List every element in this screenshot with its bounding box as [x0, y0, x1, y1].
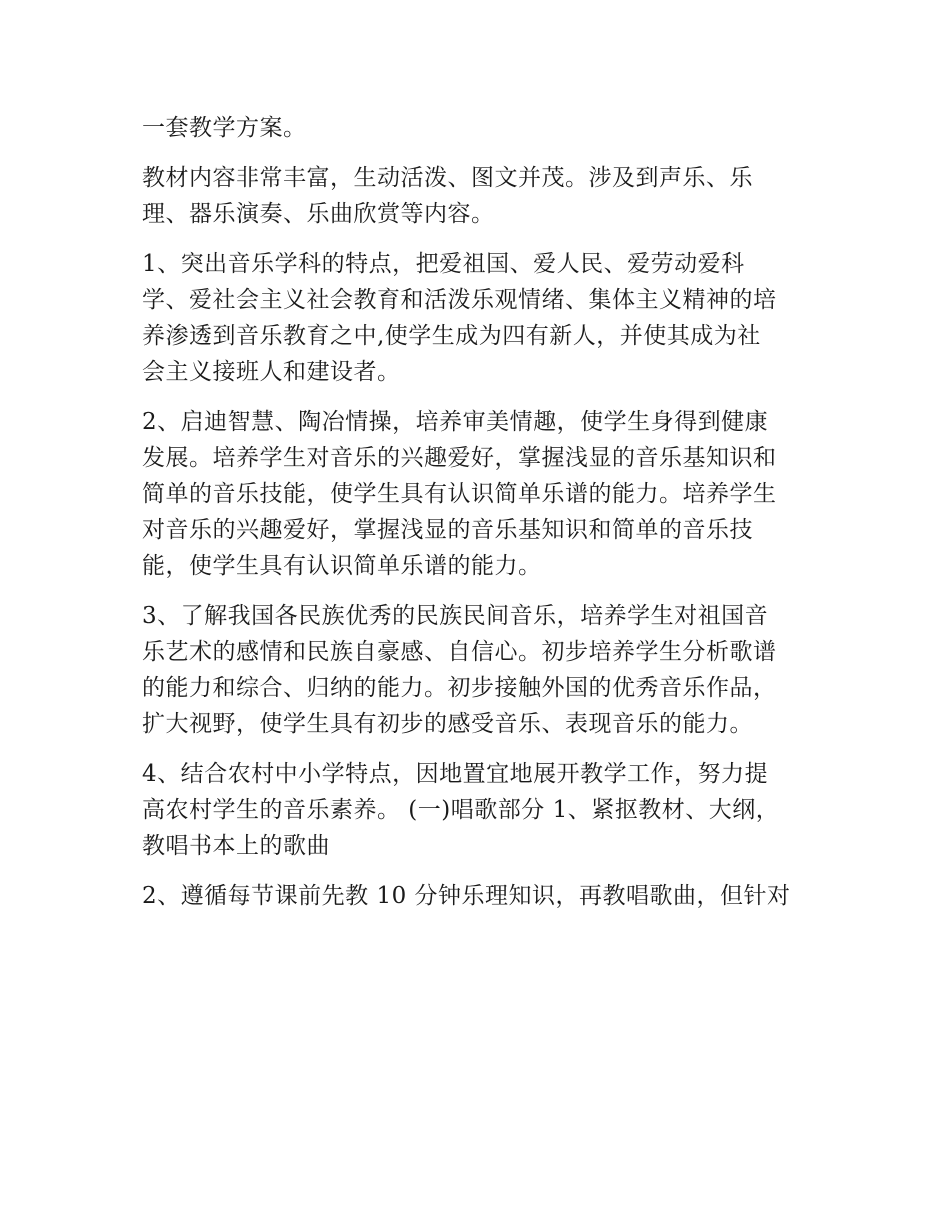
text-line: 教唱书本上的歌曲: [142, 833, 330, 859]
text-line: 学、爱社会主义社会教育和活泼乐观情绪、集体主义精神的培: [142, 287, 777, 313]
text-line: 教材内容非常丰富，生动活泼、图文并茂。涉及到声乐、乐: [142, 165, 753, 191]
text-line: 3、了解我国各民族优秀的民族民间音乐，培养学生对祖国音: [142, 603, 769, 629]
paragraph-item-2-singing: [142, 878, 814, 914]
text-line: 养渗透到音乐教育之中,使学生成为四有新人，并使其成为社: [142, 323, 761, 349]
text-line: 会主义接班人和建设者。: [142, 359, 401, 385]
document-body: [142, 110, 814, 914]
paragraph-intro: [142, 110, 814, 146]
paragraph-item-1: [142, 246, 814, 390]
text-line: 一套教学方案。: [142, 115, 307, 141]
text-line: 高农村学生的音乐素养。 (一)唱歌部分 1、紧抠教材、大纲，: [142, 797, 780, 823]
paragraph-item-2: [142, 404, 814, 584]
paragraph-textbook-content: [142, 160, 814, 232]
text-line: 2、启迪智慧、陶冶情操，培养审美情趣，使学生身得到健康: [142, 409, 769, 435]
text-line: 的能力和综合、归纳的能力。初步接触外国的优秀音乐作品，: [142, 675, 777, 701]
text-line: 扩大视野，使学生具有初步的感受音乐、表现音乐的能力。: [142, 711, 753, 737]
text-line: 对音乐的兴趣爱好，掌握浅显的音乐基知识和简单的音乐技: [142, 517, 753, 543]
text-line: 能，使学生具有认识简单乐谱的能力。: [142, 553, 542, 579]
text-line: 1、突出音乐学科的特点，把爱祖国、爱人民、爱劳动爱科: [142, 251, 745, 277]
text-line: 简单的音乐技能，使学生具有认识简单乐谱的能力。培养学生: [142, 481, 777, 507]
text-line: 2、遵循每节课前先教 10 分钟乐理知识，再教唱歌曲，但针对: [142, 883, 791, 909]
text-line: 理、器乐演奏、乐曲欣赏等内容。: [142, 201, 495, 227]
text-line: 乐艺术的感情和民族自豪感、自信心。初步培养学生分析歌谱: [142, 639, 777, 665]
text-line: 发展。培养学生对音乐的兴趣爱好，掌握浅显的音乐基知识和: [142, 445, 777, 471]
paragraph-item-3: [142, 598, 814, 742]
text-line: 4、结合农村中小学特点，因地置宜地展开教学工作，努力提: [142, 761, 769, 787]
paragraph-item-4: [142, 756, 814, 864]
